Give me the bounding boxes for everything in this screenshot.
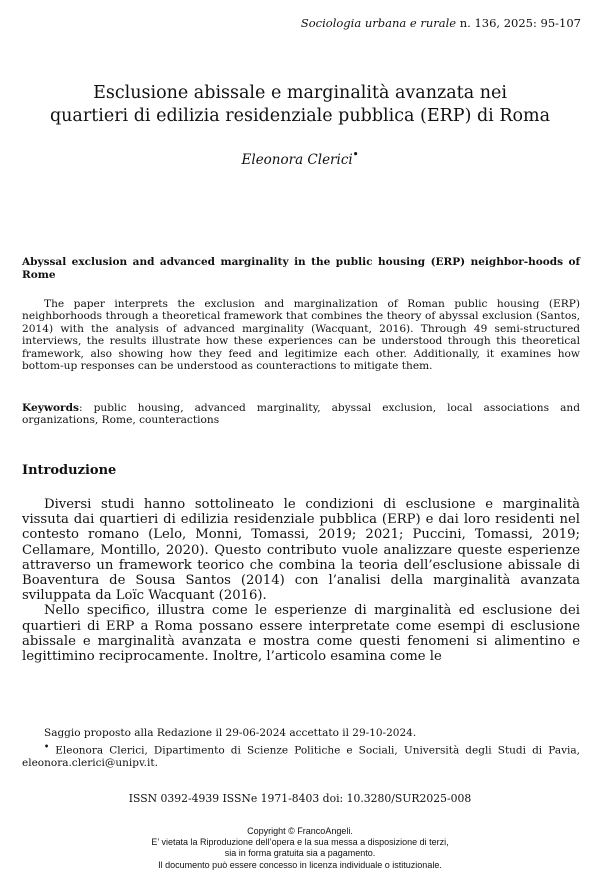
author-footnote bbox=[22, 740, 580, 770]
keywords bbox=[22, 402, 580, 427]
article-title bbox=[20, 82, 580, 128]
submission-note: Saggio proposto alla Redazione il 29-06-2024 accettato il 29-10-2024. bbox=[44, 727, 417, 739]
keywords-list: : public housing, advanced marginality, abyssal exclusion, local associations and organizations, Rome, counteractions bbox=[22, 402, 580, 427]
copyright-line-1: Copyright © FrancoAngeli. bbox=[247, 826, 353, 836]
author-footnote-mark: • bbox=[352, 150, 359, 160]
author-affiliation: Eleonora Clerici, Dipartimento di Scienze Politiche e Sociali, Università degli Studi di Pavia, eleonora.clerici@unipv.it. bbox=[22, 744, 580, 769]
author-line bbox=[20, 150, 580, 168]
paragraph-2: Nello specifico, illustra come le esperienze di marginalità ed esclusione dei quartieri di ERP a Roma possano essere interpretate come esempi di esclusione abissale e marginalità avanzata e mostra come questi fenomeni si alimentino e legittimino reciprocamente. Inoltre, l’articolo esamina come le bbox=[22, 603, 580, 665]
title-line-1: Esclusione abissale e marginalità avanzata nei bbox=[93, 83, 507, 103]
abstract-text: The paper interprets the exclusion and marginalization of Roman public housing (ERP) neighborhoods through a theoretical framework that combines the theory of abyssal exclusion (Santos, 2014) with the analysis of advanced marginality (Wacquant, 2016). Through 49 semi-structured interviews, the results illustrate how these experiences can be understood through this theoretical framework, also showing how they feed and legitimize each other. Additionally, it examines how bottom-up responses can be understood as counteractions to mitigate them. bbox=[22, 298, 580, 373]
copyright-notice bbox=[20, 826, 580, 871]
journal-header bbox=[301, 16, 581, 30]
title-line-2: quartieri di edilizia residenziale pubblica (ERP) di Roma bbox=[49, 106, 551, 126]
paragraph-1: Diversi studi hanno sottolineato le condizioni di esclusione e marginalità vissuta dai quartieri di edilizia residenziale pubblica (ERP) e dai loro residenti nel contesto romano (Lelo, Monni, Tomassi, 2019; 2021; Puccini, Tomassi, 2019; Cellamare, Montillo, 2020). Questo contributo vuole analizzare queste esperienze attraverso un framework teorico che combina la teoria dell’esclusione abissale di Boaventura de Sousa Santos (2014) con l’analisi della marginalità avanzata sviluppata da Loïc Wacquant (2016). bbox=[22, 497, 580, 604]
journal-name: Sociologia urbana e rurale bbox=[300, 16, 457, 30]
issn-doi: ISSN 0392-4939 ISSNe 1971-8403 doi: 10.3280/SUR2025-008 bbox=[128, 792, 472, 805]
journal-issue: n. 136, 2025: 95-107 bbox=[456, 16, 581, 30]
copyright-line-2: E’ vietata la Riproduzione dell’opera e la sua messa a disposizione di terzi, bbox=[151, 837, 449, 848]
keywords-label: Keywords bbox=[22, 402, 80, 414]
section-heading: Introduzione bbox=[22, 463, 117, 478]
author-name: Eleonora Clerici bbox=[241, 152, 353, 168]
copyright-line-4: Il documento può essere concesso in licenza individuale o istituzionale. bbox=[158, 859, 442, 870]
introduction-body bbox=[22, 497, 580, 664]
copyright-line-3: sia in forma gratuita sia a pagamento. bbox=[224, 848, 376, 859]
footnote-mark: • bbox=[44, 741, 50, 751]
abstract-title: Abyssal exclusion and advanced marginality in the public housing (ERP) neighbor-hoods of Rome bbox=[22, 256, 580, 281]
